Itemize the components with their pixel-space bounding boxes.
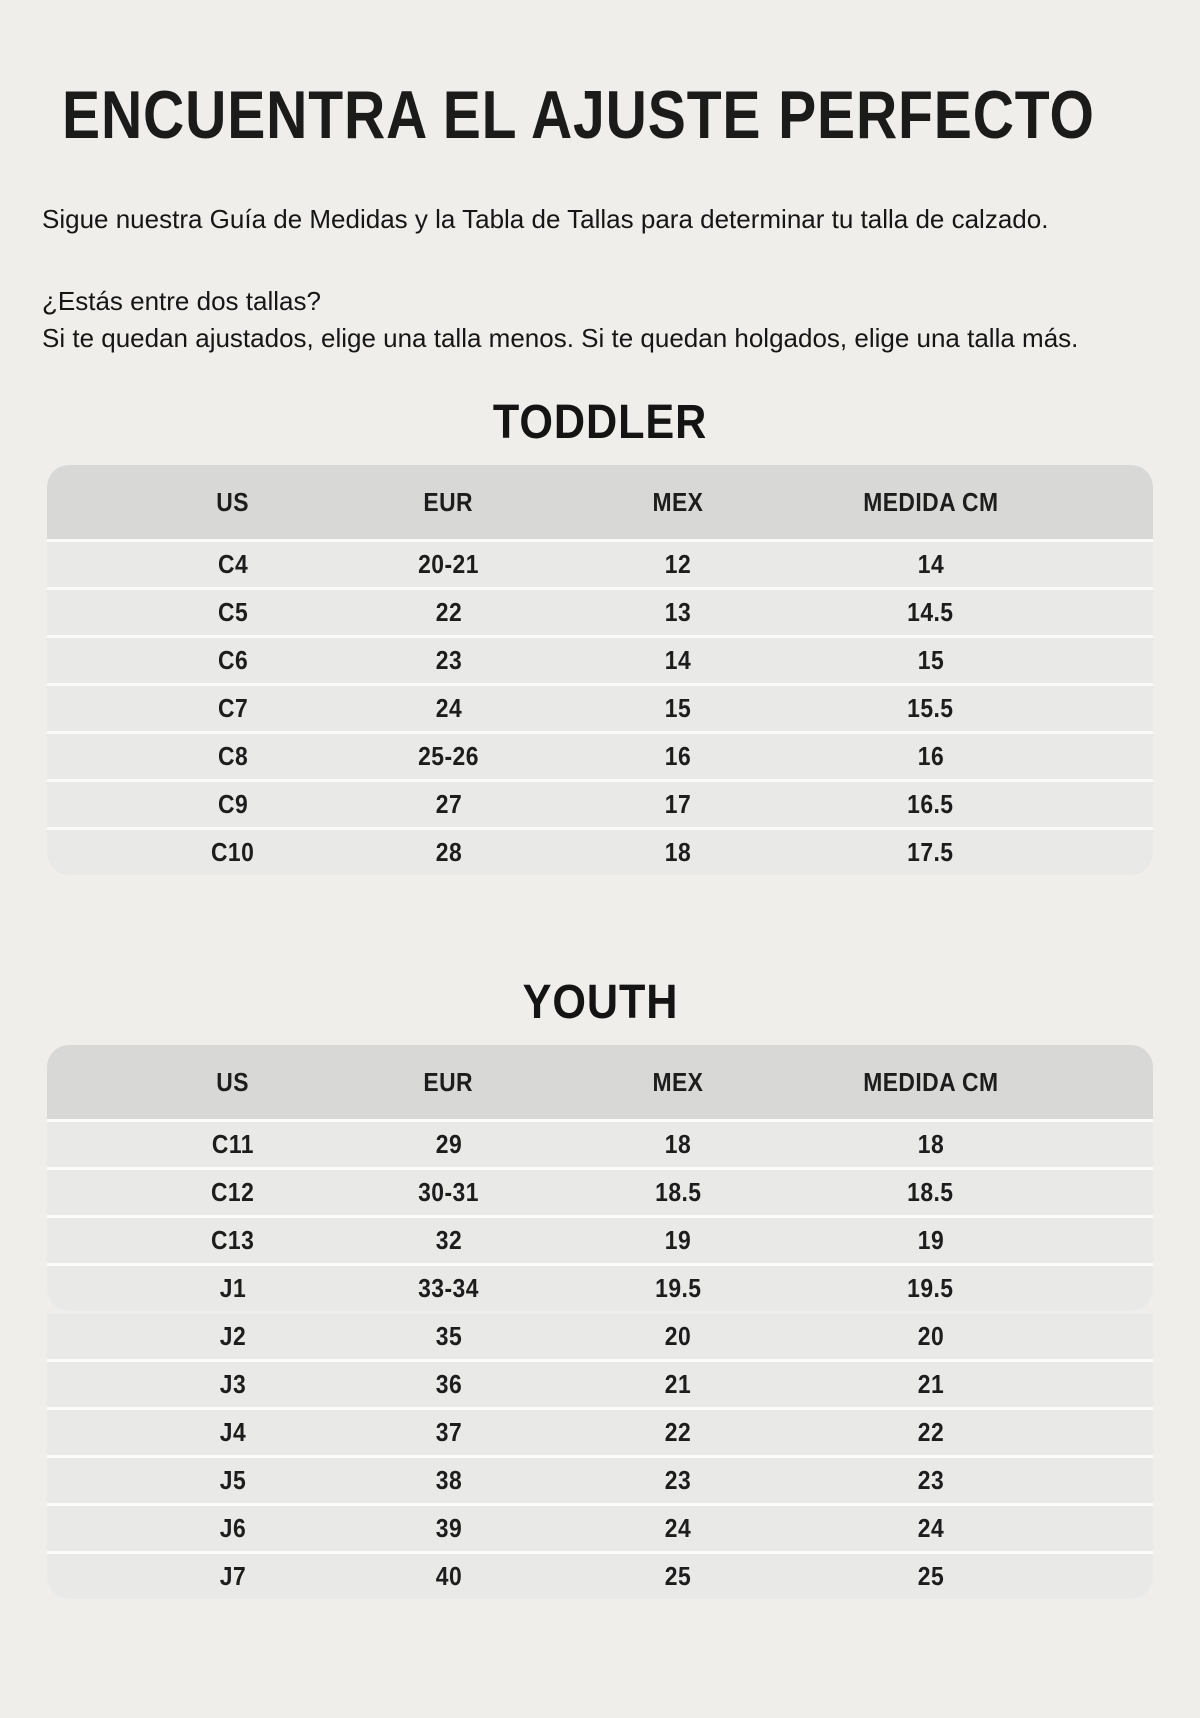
cell-mex: 12	[664, 549, 692, 579]
cell-eur: 36	[435, 1369, 462, 1399]
cell-eur: 30-31	[418, 1177, 479, 1207]
table-row	[47, 830, 1153, 875]
cell-eur: 35	[435, 1321, 462, 1351]
youth-table-body-upper	[47, 1122, 1153, 1311]
cell-mex: 13	[664, 597, 692, 627]
header-eur: EUR	[423, 1066, 474, 1097]
youth-size-table-upper	[47, 1045, 1153, 1311]
cell-us: C11	[211, 1129, 254, 1159]
cell-eur: 32	[435, 1225, 462, 1255]
header-mex: MEX	[652, 1066, 704, 1097]
cell-mex: 23	[664, 1465, 692, 1495]
cell-medida-cm: 19	[917, 1225, 944, 1255]
table-row	[47, 638, 1153, 683]
cell-us: C9	[217, 789, 249, 819]
cell-eur: 39	[435, 1513, 462, 1543]
youth-heading-text: YOUTH	[522, 976, 678, 1029]
cell-medida-cm: 17.5	[907, 837, 954, 867]
cell-eur: 28	[435, 837, 462, 867]
youth-section	[42, 976, 1158, 1599]
table-row	[47, 1170, 1153, 1215]
youth-heading	[42, 976, 1158, 1029]
cell-us: C13	[211, 1225, 255, 1255]
cell-medida-cm: 14.5	[907, 597, 954, 627]
cell-medida-cm: 14	[917, 549, 944, 579]
cell-us: C12	[211, 1177, 255, 1207]
table-row	[47, 1122, 1153, 1167]
youth-size-table-lower	[47, 1314, 1153, 1599]
intro-text: Sigue nuestra Guía de Medidas y la Tabla de Tallas para determinar tu talla de calzado.	[42, 204, 1049, 234]
cell-us: J4	[219, 1417, 247, 1447]
cell-mex: 21	[664, 1369, 692, 1399]
cell-mex: 14	[664, 645, 692, 675]
header-medida-cm: MEDIDA CM	[862, 1066, 999, 1097]
toddler-size-table	[47, 465, 1153, 875]
cell-medida-cm: 21	[917, 1369, 944, 1399]
cell-us: J6	[219, 1513, 247, 1543]
cell-medida-cm: 20	[917, 1321, 944, 1351]
header-mex: MEX	[652, 486, 704, 517]
cell-medida-cm: 16	[917, 741, 944, 771]
fit-advice-block	[42, 283, 1158, 357]
cell-mex: 17	[664, 789, 692, 819]
cell-medida-cm: 15.5	[907, 693, 954, 723]
toddler-heading	[42, 396, 1158, 449]
cell-medida-cm: 23	[917, 1465, 944, 1495]
table-row	[47, 686, 1153, 731]
cell-mex: 18.5	[654, 1177, 702, 1207]
youth-table-body-lower	[47, 1314, 1153, 1599]
cell-us: C10	[211, 837, 255, 867]
cell-eur: 38	[435, 1465, 462, 1495]
header-us: US	[216, 486, 250, 517]
cell-eur: 27	[435, 789, 462, 819]
cell-eur: 33-34	[418, 1273, 479, 1303]
cell-us: J1	[219, 1273, 247, 1303]
cell-medida-cm: 22	[917, 1417, 944, 1447]
toddler-heading-text: TODDLER	[492, 396, 708, 449]
cell-us: J3	[219, 1369, 247, 1399]
cell-medida-cm: 25	[917, 1561, 944, 1591]
cell-mex: 22	[664, 1417, 692, 1447]
page-title	[62, 77, 1158, 153]
cell-mex: 16	[664, 741, 692, 771]
cell-eur: 37	[435, 1417, 462, 1447]
cell-medida-cm: 15	[917, 645, 944, 675]
youth-table-header-row	[47, 1045, 1153, 1119]
table-row	[47, 1314, 1153, 1359]
cell-medida-cm: 18	[917, 1129, 944, 1159]
cell-eur: 29	[435, 1129, 462, 1159]
toddler-table-header-row	[47, 465, 1153, 539]
cell-us: C7	[217, 693, 249, 723]
cell-medida-cm: 18.5	[907, 1177, 954, 1207]
page-title-text: ENCUENTRA EL AJUSTE PERFECTO	[62, 77, 1095, 153]
cell-us: C8	[217, 741, 249, 771]
fit-question-text: ¿Estás entre dos tallas?	[42, 286, 321, 316]
cell-mex: 24	[664, 1513, 692, 1543]
table-row	[47, 590, 1153, 635]
table-row	[47, 1410, 1153, 1455]
table-row	[47, 542, 1153, 587]
cell-mex: 18	[664, 1129, 692, 1159]
cell-mex: 15	[664, 693, 692, 723]
cell-eur: 22	[435, 597, 462, 627]
cell-us: C4	[217, 549, 249, 579]
table-row	[47, 782, 1153, 827]
cell-eur: 24	[435, 693, 462, 723]
cell-mex: 19.5	[654, 1273, 702, 1303]
cell-us: C6	[217, 645, 249, 675]
cell-mex: 19	[664, 1225, 692, 1255]
cell-us: C5	[217, 597, 249, 627]
header-medida-cm: MEDIDA CM	[862, 486, 999, 517]
toddler-section	[42, 396, 1158, 875]
cell-mex: 25	[664, 1561, 692, 1591]
toddler-table-body	[47, 542, 1153, 875]
cell-mex: 20	[664, 1321, 692, 1351]
header-us: US	[216, 1066, 250, 1097]
table-row	[47, 1458, 1153, 1503]
cell-eur: 20-21	[418, 549, 479, 579]
table-row	[47, 1362, 1153, 1407]
table-row	[47, 1506, 1153, 1551]
cell-medida-cm: 16.5	[907, 789, 954, 819]
fit-advice-text: Si te quedan ajustados, elige una talla menos. Si te quedan holgados, elige una talla más.	[42, 323, 1079, 353]
cell-us: J7	[219, 1561, 247, 1591]
cell-us: J2	[219, 1321, 247, 1351]
cell-medida-cm: 24	[917, 1513, 944, 1543]
header-eur: EUR	[423, 486, 474, 517]
table-row	[47, 734, 1153, 779]
table-row	[47, 1266, 1153, 1311]
cell-medida-cm: 19.5	[907, 1273, 954, 1303]
cell-eur: 23	[435, 645, 462, 675]
cell-eur: 25-26	[418, 741, 479, 771]
cell-eur: 40	[435, 1561, 462, 1591]
cell-us: J5	[219, 1465, 247, 1495]
table-row	[47, 1554, 1153, 1599]
cell-mex: 18	[664, 837, 692, 867]
table-row	[47, 1218, 1153, 1263]
size-guide-page	[0, 77, 1200, 1599]
